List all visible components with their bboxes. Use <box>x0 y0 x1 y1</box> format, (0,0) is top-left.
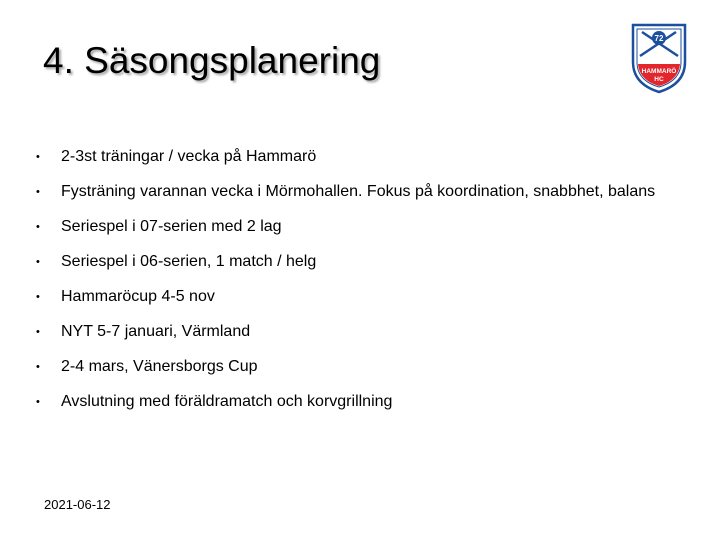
bullet-text: Avslutning med föräldramatch och korvgrillning <box>61 393 393 410</box>
bullet-text: NYT 5-7 januari, Värmland <box>61 323 251 340</box>
bullet-marker: • <box>36 151 40 163</box>
bullet-item <box>36 148 676 166</box>
bullet-item <box>36 393 676 411</box>
logo-number: 72 <box>654 34 664 43</box>
bullet-item <box>36 183 676 201</box>
logo-top-text: HAMMARÖ <box>641 68 677 75</box>
bullet-list <box>36 148 676 428</box>
bullet-text: Hammaröcup 4-5 nov <box>61 288 215 305</box>
bullet-text: Seriespel i 06-serien, 1 match / helg <box>61 253 317 270</box>
bullet-marker: • <box>36 186 40 198</box>
bullet-item <box>36 253 676 271</box>
bullet-marker: • <box>36 291 40 303</box>
bullet-text: 2-3st träningar / vecka på Hammarö <box>61 148 317 165</box>
bullet-item <box>36 358 676 376</box>
bullet-item <box>36 323 676 341</box>
bullet-marker: • <box>36 396 40 408</box>
bullet-marker: • <box>36 221 40 233</box>
logo-bottom-text: HC <box>654 76 664 83</box>
bullet-marker: • <box>36 256 40 268</box>
bullet-text: Seriespel i 07-serien med 2 lag <box>61 218 282 235</box>
bullet-item <box>36 218 676 236</box>
bullet-marker: • <box>36 326 40 338</box>
bullet-text: Fysträning varannan vecka i Mörmohallen. Fokus på koordination, snabbhet, balans <box>61 183 656 200</box>
bullet-item <box>36 288 676 306</box>
bullet-marker: • <box>36 361 40 373</box>
bullet-text: 2-4 mars, Vänersborgs Cup <box>61 358 258 375</box>
slide-title: 4. Säsongsplanering <box>43 40 381 81</box>
footer-date: 2021-06-12 <box>44 497 111 512</box>
hammaro-hc-logo <box>630 22 688 94</box>
